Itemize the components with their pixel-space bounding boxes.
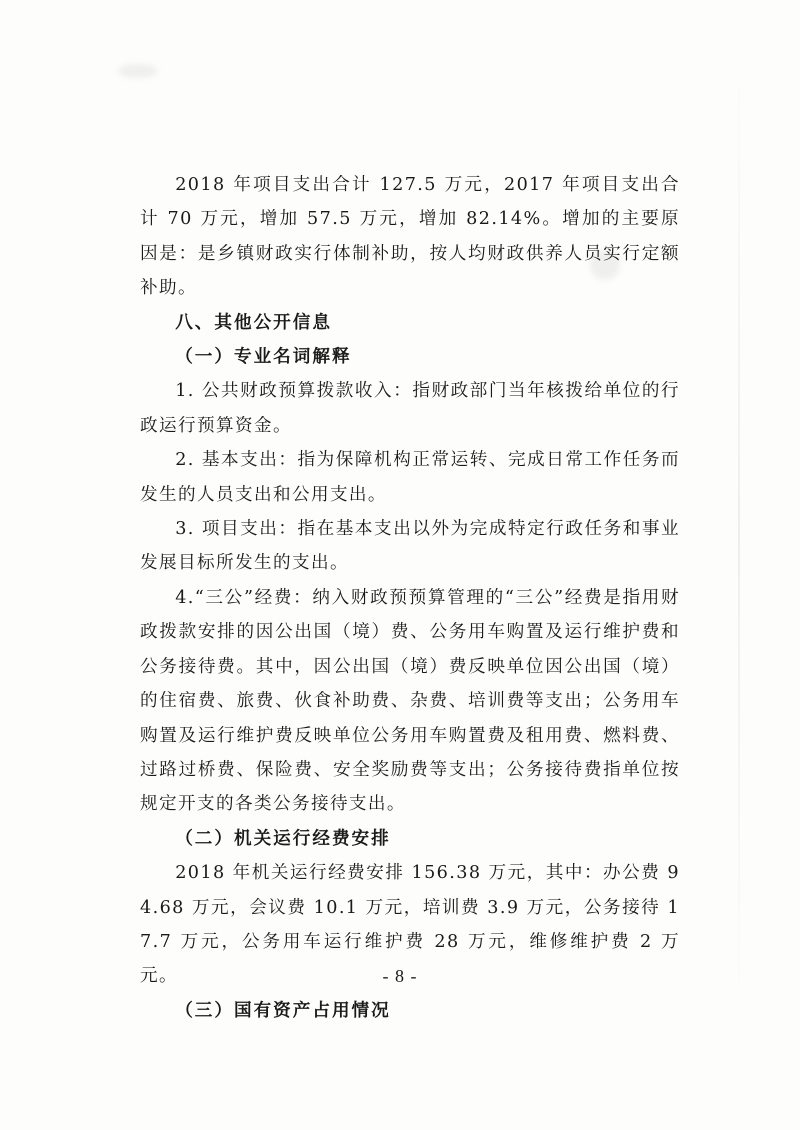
paragraph-term-4: 4.“三公”经费：纳入财政预预算管理的“三公”经费是指用财政拨款安排的因公出国（境）费、公务用车购置及运行维护费和公务接待费。其中，因公出国（境）费反映单位因公出国（境）的住宿费、旅费、伙食补助费、杂费、培训费等支出；公务用车购置及运行维护费反映单位公务用车购置费及租用费、燃料费、过路过桥费、保险费、安全奖励费等支出；公务接待费指单位按规定开支的各类公务接待支出。: [140, 587, 680, 815]
paragraph-term-2: 2. 基本支出：指为保障机构正常运转、完成日常工作任务而发生的人员支出和公用支出。: [140, 450, 680, 505]
scan-smudge: [118, 64, 158, 78]
document-body: [140, 168, 680, 1028]
subsection-heading-terms: （一）专业名词解释: [175, 346, 352, 368]
subsection-heading-operating-funds: （二）机关运行经费安排: [175, 827, 391, 849]
page-number: - 8 -: [382, 966, 418, 986]
paragraph-operating-funds: 2018 年机关运行经费安排 156.38 万元，其中：办公费 94.68 万元，会议费 10.1 万元，培训费 3.9 万元，公务接待 17.7 万元，公务用车运行维护费 28 万元，维修维护费 2 万元。: [140, 863, 680, 987]
paragraph-term-3: 3. 项目支出：指在基本支出以外为完成特定行政任务和事业发展目标所发生的支出。: [140, 519, 680, 574]
subsection-heading-state-assets: （三）国有资产占用情况: [175, 999, 391, 1021]
paragraph-term-1: 1. 公共财政预算拨款收入：指财政部门当年核拨给单位的行政运行预算资金。: [140, 381, 680, 436]
section-heading-other-info: 八、其他公开信息: [175, 312, 332, 333]
scan-edge-shadow: [738, 40, 740, 1030]
paragraph-project-expenditure: 2018 年项目支出合计 127.5 万元，2017 年项目支出合计 70 万元，增加 57.5 万元，增加 82.14%。增加的主要原因是：是乡镇财政实行体制补助，按人均财政供养人员实行定额补助。: [140, 175, 680, 299]
